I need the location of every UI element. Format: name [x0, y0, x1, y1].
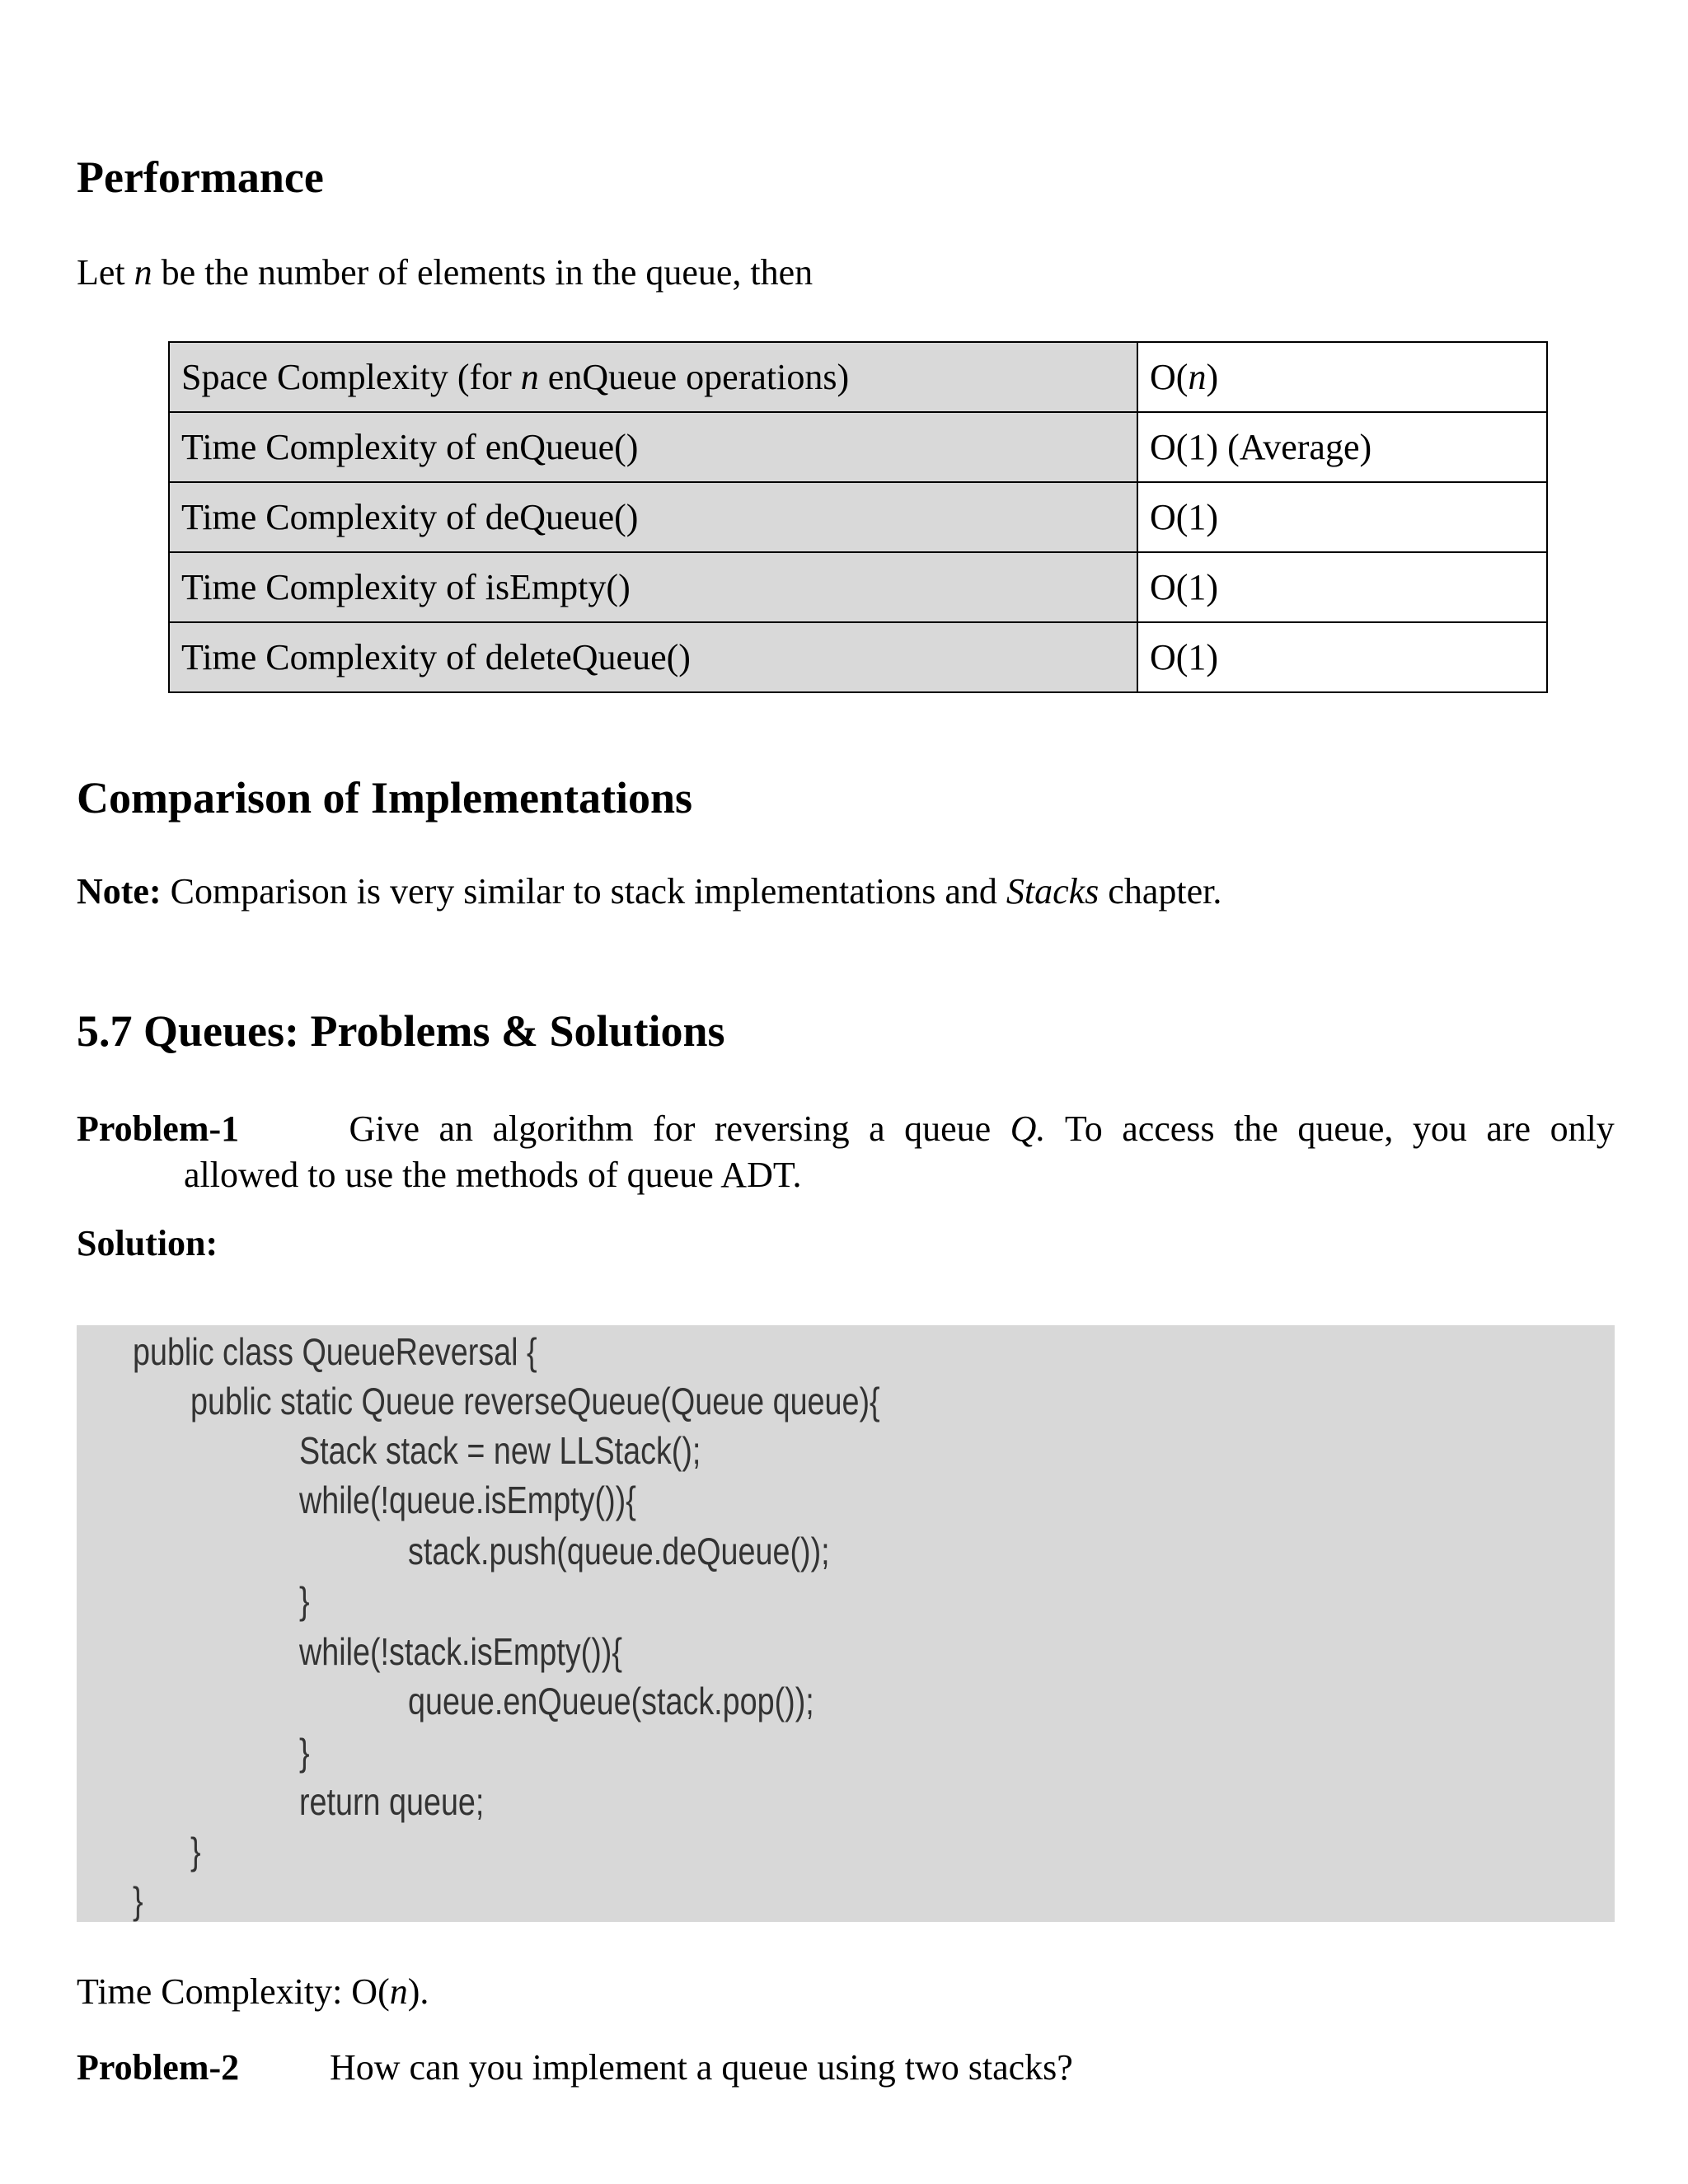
problem-1-word: Give	[349, 1108, 420, 1149]
operation-cell: Time Complexity of enQueue()	[169, 412, 1137, 482]
comparison-note: Note: Comparison is very similar to stack implementations and Stacks chapter.	[77, 871, 1222, 912]
code-line: }	[299, 1731, 310, 1774]
problem-1-word: access	[1122, 1108, 1215, 1149]
problem-1-label: Problem-1	[77, 1108, 240, 1149]
problem-1	[77, 1106, 1615, 1198]
complexity-value-cell: O(1)	[1137, 552, 1547, 622]
problem-1-word: for	[653, 1108, 696, 1149]
problem-1-second-line: allowed to use the methods of queue ADT.	[184, 1155, 802, 1195]
operation-cell: Space Complexity (for n enQueue operations)	[169, 342, 1137, 412]
problem-1-word: queue,	[1297, 1108, 1394, 1149]
complexity-value-cell: O(1) (Average)	[1137, 412, 1547, 482]
problem-1-word: reversing	[714, 1108, 850, 1149]
code-block	[77, 1325, 1615, 1922]
problem-1-word: a	[869, 1108, 885, 1149]
code-line: queue.enQueue(stack.pop());	[408, 1680, 814, 1722]
problem-1-word: To	[1064, 1108, 1103, 1149]
code-line: }	[190, 1830, 201, 1872]
problem-1-word: only	[1550, 1108, 1615, 1149]
problem-1-word: Q.	[1010, 1108, 1046, 1149]
problem-1-word: queue	[904, 1108, 992, 1149]
complexity-value-cell: O(n)	[1137, 342, 1547, 412]
problem-1-word: algorithm	[492, 1108, 634, 1149]
operation-cell: Time Complexity of isEmpty()	[169, 552, 1137, 622]
code-line: Stack stack = new LLStack();	[299, 1429, 701, 1472]
problem-2-text: How can you implement a queue using two stacks?	[330, 2047, 1073, 2088]
problem-1-word: you	[1412, 1108, 1467, 1149]
code-line: public static Queue reverseQueue(Queue queue){	[190, 1380, 880, 1422]
operation-cell: Time Complexity of deQueue()	[169, 482, 1137, 552]
complexity-row	[169, 412, 1547, 482]
performance-intro: Let n be the number of elements in the queue, then	[77, 252, 814, 293]
code-line: while(!queue.isEmpty()){	[299, 1479, 636, 1521]
time-complexity-line: Time Complexity: O(n).	[77, 1971, 429, 2012]
complexity-row	[169, 342, 1547, 412]
code-line: stack.push(queue.deQueue());	[408, 1530, 830, 1572]
complexity-row	[169, 622, 1547, 692]
operation-cell: Time Complexity of deleteQueue()	[169, 622, 1137, 692]
comparison-heading: Comparison of Implementations	[77, 773, 693, 823]
complexity-row	[169, 552, 1547, 622]
problem-1-word: are	[1486, 1108, 1531, 1149]
problems-section-heading: 5.7 Queues: Problems & Solutions	[77, 1006, 725, 1056]
solution-label: Solution:	[77, 1223, 218, 1263]
problem-2	[77, 2045, 1073, 2091]
code-line: }	[133, 1879, 143, 1922]
problem-1-word: an	[438, 1108, 474, 1149]
complexity-table	[168, 341, 1548, 693]
complexity-value-cell: O(1)	[1137, 622, 1547, 692]
code-line: while(!stack.isEmpty()){	[299, 1630, 622, 1673]
complexity-row	[169, 482, 1547, 552]
code-line: public class QueueReversal {	[133, 1330, 537, 1373]
note-label: Note:	[77, 871, 162, 912]
complexity-value-cell: O(1)	[1137, 482, 1547, 552]
code-line: return queue;	[299, 1780, 485, 1823]
problem-1-word: the	[1234, 1108, 1278, 1149]
problem-2-label: Problem-2	[77, 2047, 240, 2088]
performance-heading: Performance	[77, 152, 324, 202]
problem-1-first-line	[77, 1106, 1615, 1152]
code-line: }	[299, 1579, 310, 1622]
